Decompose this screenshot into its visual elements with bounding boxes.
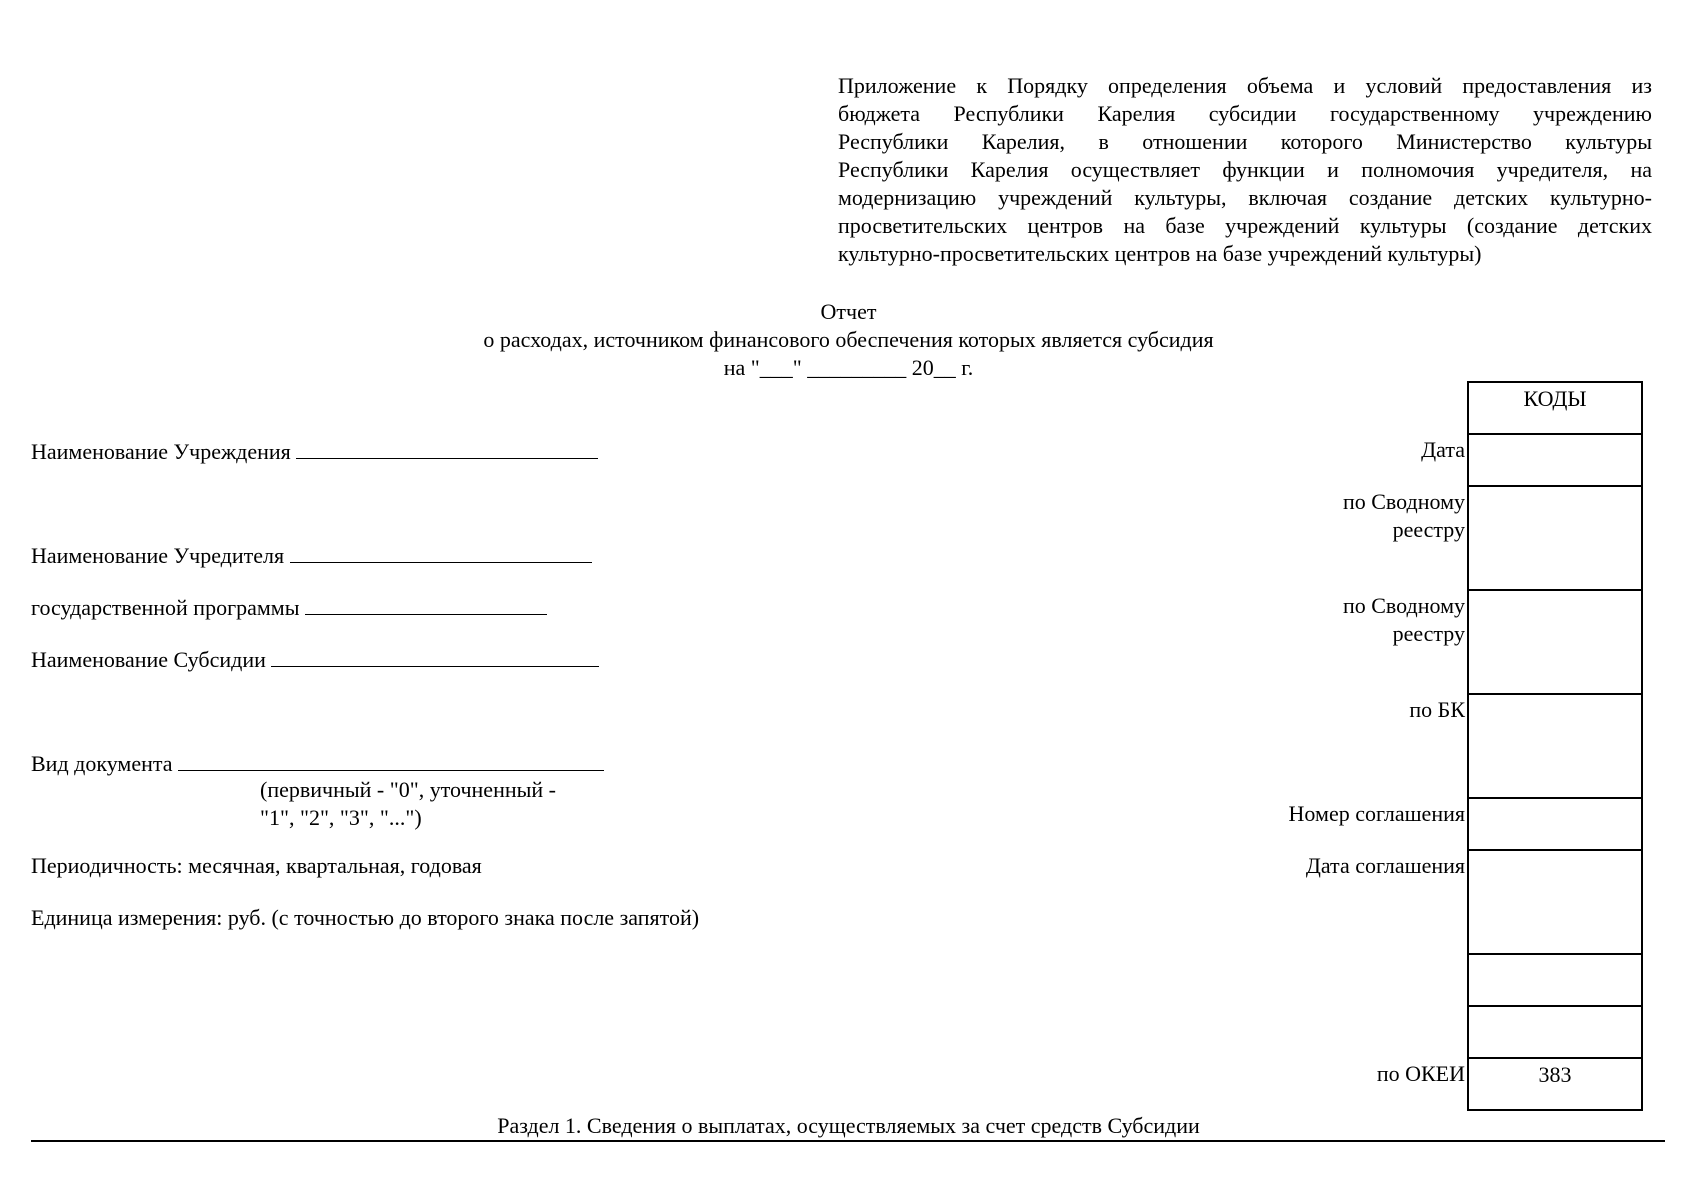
institution-input-line[interactable]: [296, 436, 598, 459]
periodicity-text: Периодичность: месячная, квартальная, годовая: [31, 853, 482, 878]
codes-table: [1467, 381, 1643, 1111]
doc-type-input-line[interactable]: [178, 748, 604, 771]
agreement-number-label: Номер соглашения: [1288, 801, 1465, 826]
doc-type-label: Вид документа: [31, 751, 173, 776]
founder-label: Наименование Учредителя: [31, 543, 285, 568]
registry-label: реестру: [1392, 621, 1465, 646]
code-cell-okei[interactable]: 383: [1538, 1062, 1572, 1087]
code-cell-agreement-date[interactable]: [1469, 851, 1641, 955]
registry-label: по Сводному: [1342, 489, 1465, 514]
agreement-date-label: Дата соглашения: [1305, 853, 1465, 878]
doc-type-hint: (первичный - "0", уточненный -: [260, 777, 556, 802]
doc-type-hint: "1", "2", "3", "..."): [260, 805, 422, 830]
code-cell-agreement-number[interactable]: [1469, 799, 1641, 851]
code-cell-date[interactable]: [1469, 435, 1641, 487]
section1-title: Раздел 1. Сведения о выплатах, осуществляемых за счет средств Субсидии: [497, 1113, 1200, 1138]
appendix-line: культурно-просветительских центров на базе учреждений культуры): [838, 241, 1482, 266]
subsidy-input-line[interactable]: [271, 644, 599, 667]
registry-label: реестру: [1392, 517, 1465, 542]
program-field: [31, 592, 547, 622]
program-input-line[interactable]: [305, 592, 547, 615]
subsidy-label: Наименование Субсидии: [31, 647, 266, 672]
appendix-line: бюджета Республики Карелия субсидии государственному учреждению: [838, 101, 1652, 126]
unit-text: Единица измерения: руб. (с точностью до второго знака после запятой): [31, 905, 700, 930]
appendix-line: просветительских центров на базе учреждений культуры (создание детских: [838, 213, 1652, 238]
section-divider: [31, 1140, 1665, 1142]
appendix-line: Республики Карелия, в отношении которого Министерство культуры: [838, 129, 1652, 154]
code-cell-empty[interactable]: [1469, 1007, 1641, 1059]
codes-header: КОДЫ: [1469, 383, 1641, 435]
appendix-line: Приложение к Порядку определения объема и условий предоставления из: [838, 73, 1652, 98]
appendix-note: [838, 72, 1652, 268]
program-label: государственной программы: [31, 595, 300, 620]
institution-label: Наименование Учреждения: [31, 439, 291, 464]
code-cell-registry[interactable]: [1469, 591, 1641, 695]
report-title: Отчет: [820, 299, 877, 324]
code-cell-empty[interactable]: [1469, 955, 1641, 1007]
okei-label: по ОКЕИ: [1376, 1061, 1465, 1086]
subsidy-field: [31, 644, 599, 674]
bk-label: по БК: [1409, 697, 1465, 722]
appendix-line: Республики Карелия осуществляет функции и полномочия учредителя, на: [838, 157, 1652, 182]
institution-field: [31, 436, 598, 466]
appendix-line: модернизацию учреждений культуры, включая создание детских культурно-: [838, 185, 1652, 210]
report-date-line: на "___" _________ 20__ г.: [723, 355, 974, 380]
founder-input-line[interactable]: [290, 540, 592, 563]
date-label: Дата: [1421, 437, 1465, 462]
code-cell-bk[interactable]: [1469, 695, 1641, 799]
registry-label: по Сводному: [1342, 593, 1465, 618]
code-cell-registry[interactable]: [1469, 487, 1641, 591]
report-subtitle: о расходах, источником финансового обеспечения которых является субсидия: [483, 327, 1214, 352]
founder-field: [31, 540, 592, 570]
doc-type-field: [31, 748, 604, 778]
